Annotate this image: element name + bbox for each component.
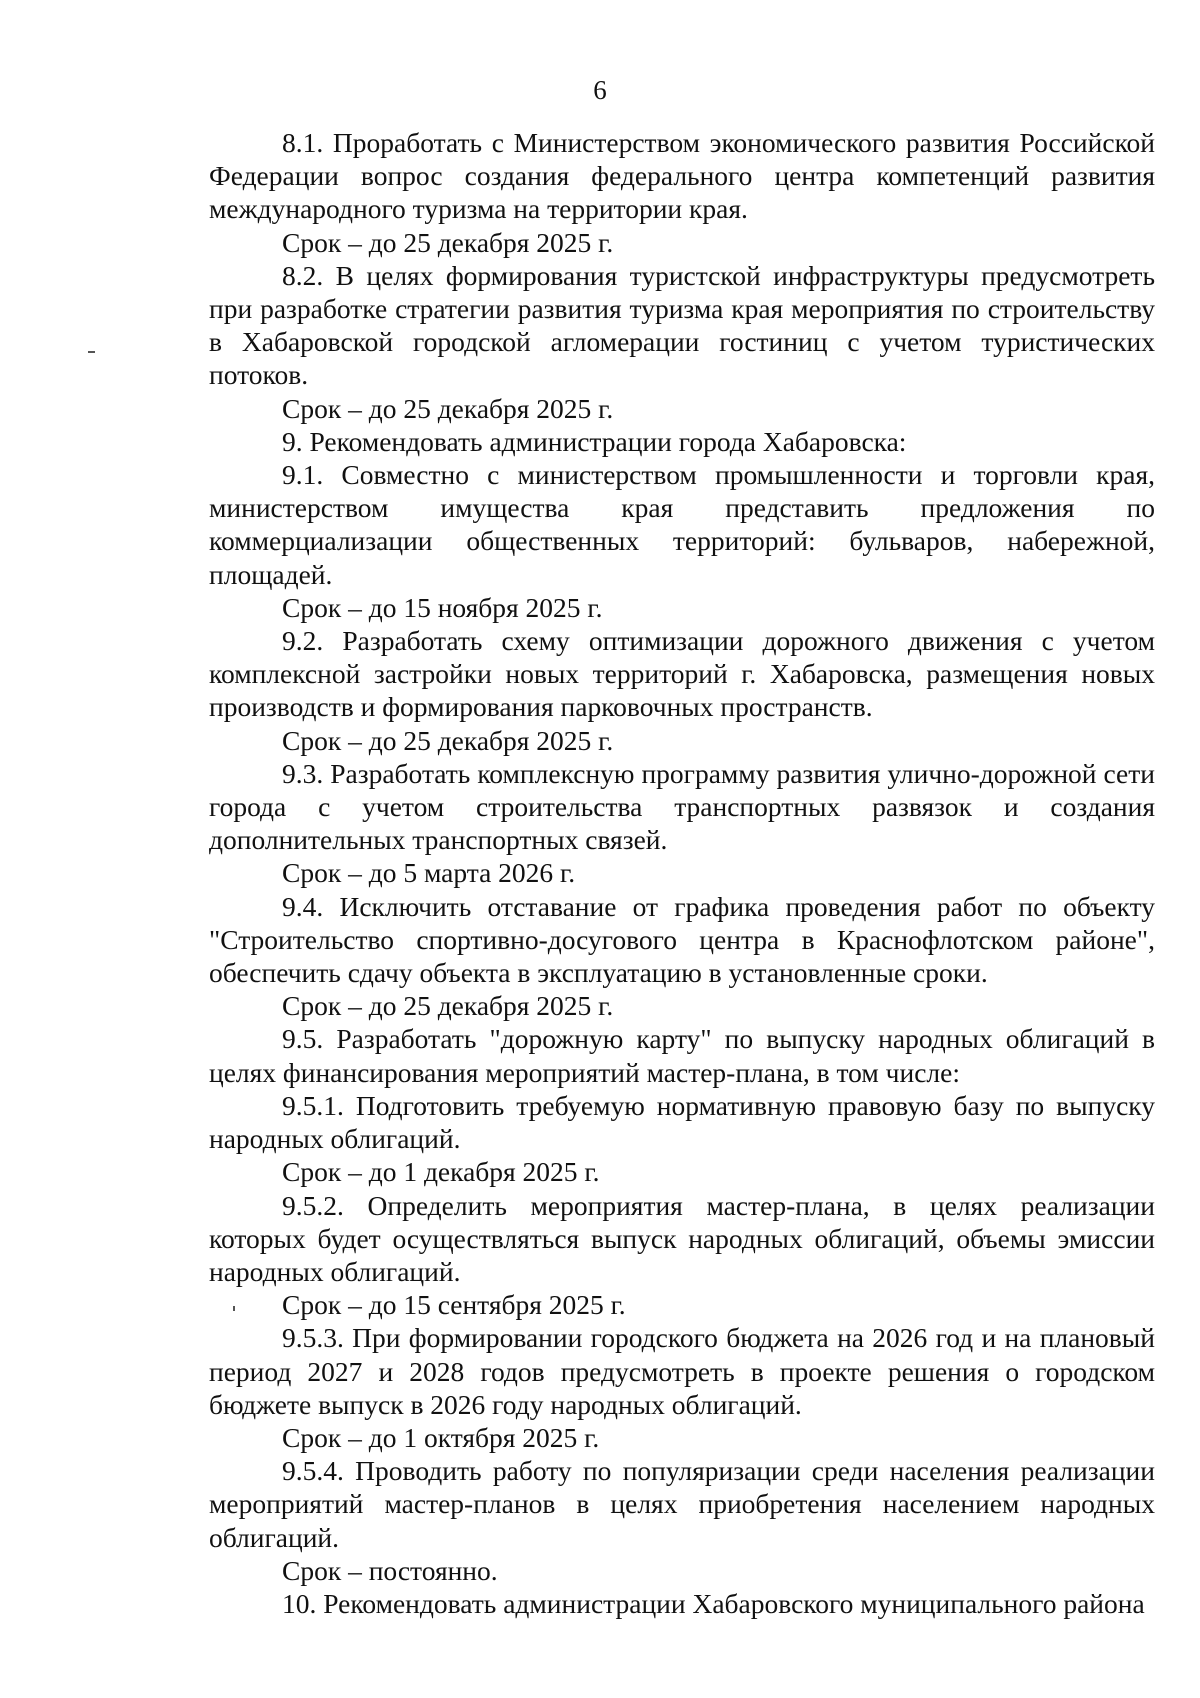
deadline-9-5-2: Срок – до 15 сентября 2025 г. (282, 1289, 626, 1321)
scan-mark (88, 351, 95, 353)
paragraph-8-2: 8.2. В целях формирования туристской инфраструктуры предусмотреть при разработке стратегии развития туризма края мероприятия по строительству в Хабаровской городской агломерации гостиниц с учетом туристических потоков. (209, 259, 1155, 391)
paragraph-9-1: 9.1. Совместно с министерством промышленности и торговли края, министерством имущества края представить предложения по коммерциализации общественных территорий: бульваров, набережной, площадей. (209, 459, 1155, 590)
deadline-9-4: Срок – до 25 декабря 2025 г. (282, 990, 614, 1022)
paragraph-9-4: 9.4. Исключить отставание от графика проведения работ по объекту "Строительство спортивно-досугового центра в Краснофлотском районе", обеспечить сдачу объекта в эксплуатацию в установленные сроки. (209, 890, 1155, 989)
document-body (209, 126, 1155, 1620)
paragraph-9-2: 9.2. Разработать схему оптимизации дорожного движения с учетом комплексной застройки новых территорий г. Хабаровска, размещения новых производств и формирования парковочных пространств. (209, 625, 1155, 723)
deadline-8-1: Срок – до 25 декабря 2025 г. (282, 226, 614, 258)
paragraph-9-5-4: 9.5.4. Проводить работу по популяризации среди населения реализации мероприятий мастер-планов в целях приобретения населением народных облигаций. (209, 1455, 1155, 1553)
paragraph-9-3: 9.3. Разработать комплексную программу развития улично-дорожной сети города с учетом строительства транспортных развязок и создания дополнительных транспортных связей. (209, 757, 1155, 856)
deadline-9-1: Срок – до 15 ноября 2025 г. (282, 591, 603, 623)
deadline-8-2: Срок – до 25 декабря 2025 г. (282, 392, 614, 424)
deadline-9-2: Срок – до 25 декабря 2025 г. (282, 724, 614, 756)
scan-mark (233, 1306, 235, 1311)
deadline-9-5-3: Срок – до 1 октября 2025 г. (282, 1421, 600, 1453)
paragraph-9: 9. Рекомендовать администрации города Хабаровска: (282, 425, 907, 457)
deadline-9-5-1: Срок – до 1 декабря 2025 г. (282, 1156, 600, 1188)
paragraph-8-1: 8.1. Проработать с Министерством экономического развития Российской Федерации вопрос создания федерального центра компетенций развития международного туризма на территории края. (209, 127, 1155, 225)
deadline-9-5-4: Срок – постоянно. (282, 1554, 498, 1586)
paragraph-9-5-1: 9.5.1. Подготовить требуемую нормативную правовую базу по выпуску народных облигаций. (209, 1089, 1155, 1155)
deadline-9-3: Срок – до 5 марта 2026 г. (282, 857, 576, 889)
paragraph-9-5-2: 9.5.2. Определить мероприятия мастер-плана, в целях реализации которых будет осуществляться выпуск народных облигаций, объемы эмиссии народных облигаций. (209, 1189, 1155, 1287)
paragraph-9-5-3: 9.5.3. При формировании городского бюджета на 2026 год и на плановый период 2027 и 2028 годов предусмотреть в проекте решения о городском бюджете выпуск в 2026 году народных облигаций. (209, 1322, 1155, 1420)
paragraph-10: 10. Рекомендовать администрации Хабаровского муниципального района (282, 1587, 1145, 1619)
page-number: 6 (593, 75, 607, 105)
paragraph-9-5: 9.5. Разработать "дорожную карту" по выпуску народных облигаций в целях финансирования мероприятий мастер-плана, в том числе: (209, 1023, 1155, 1088)
